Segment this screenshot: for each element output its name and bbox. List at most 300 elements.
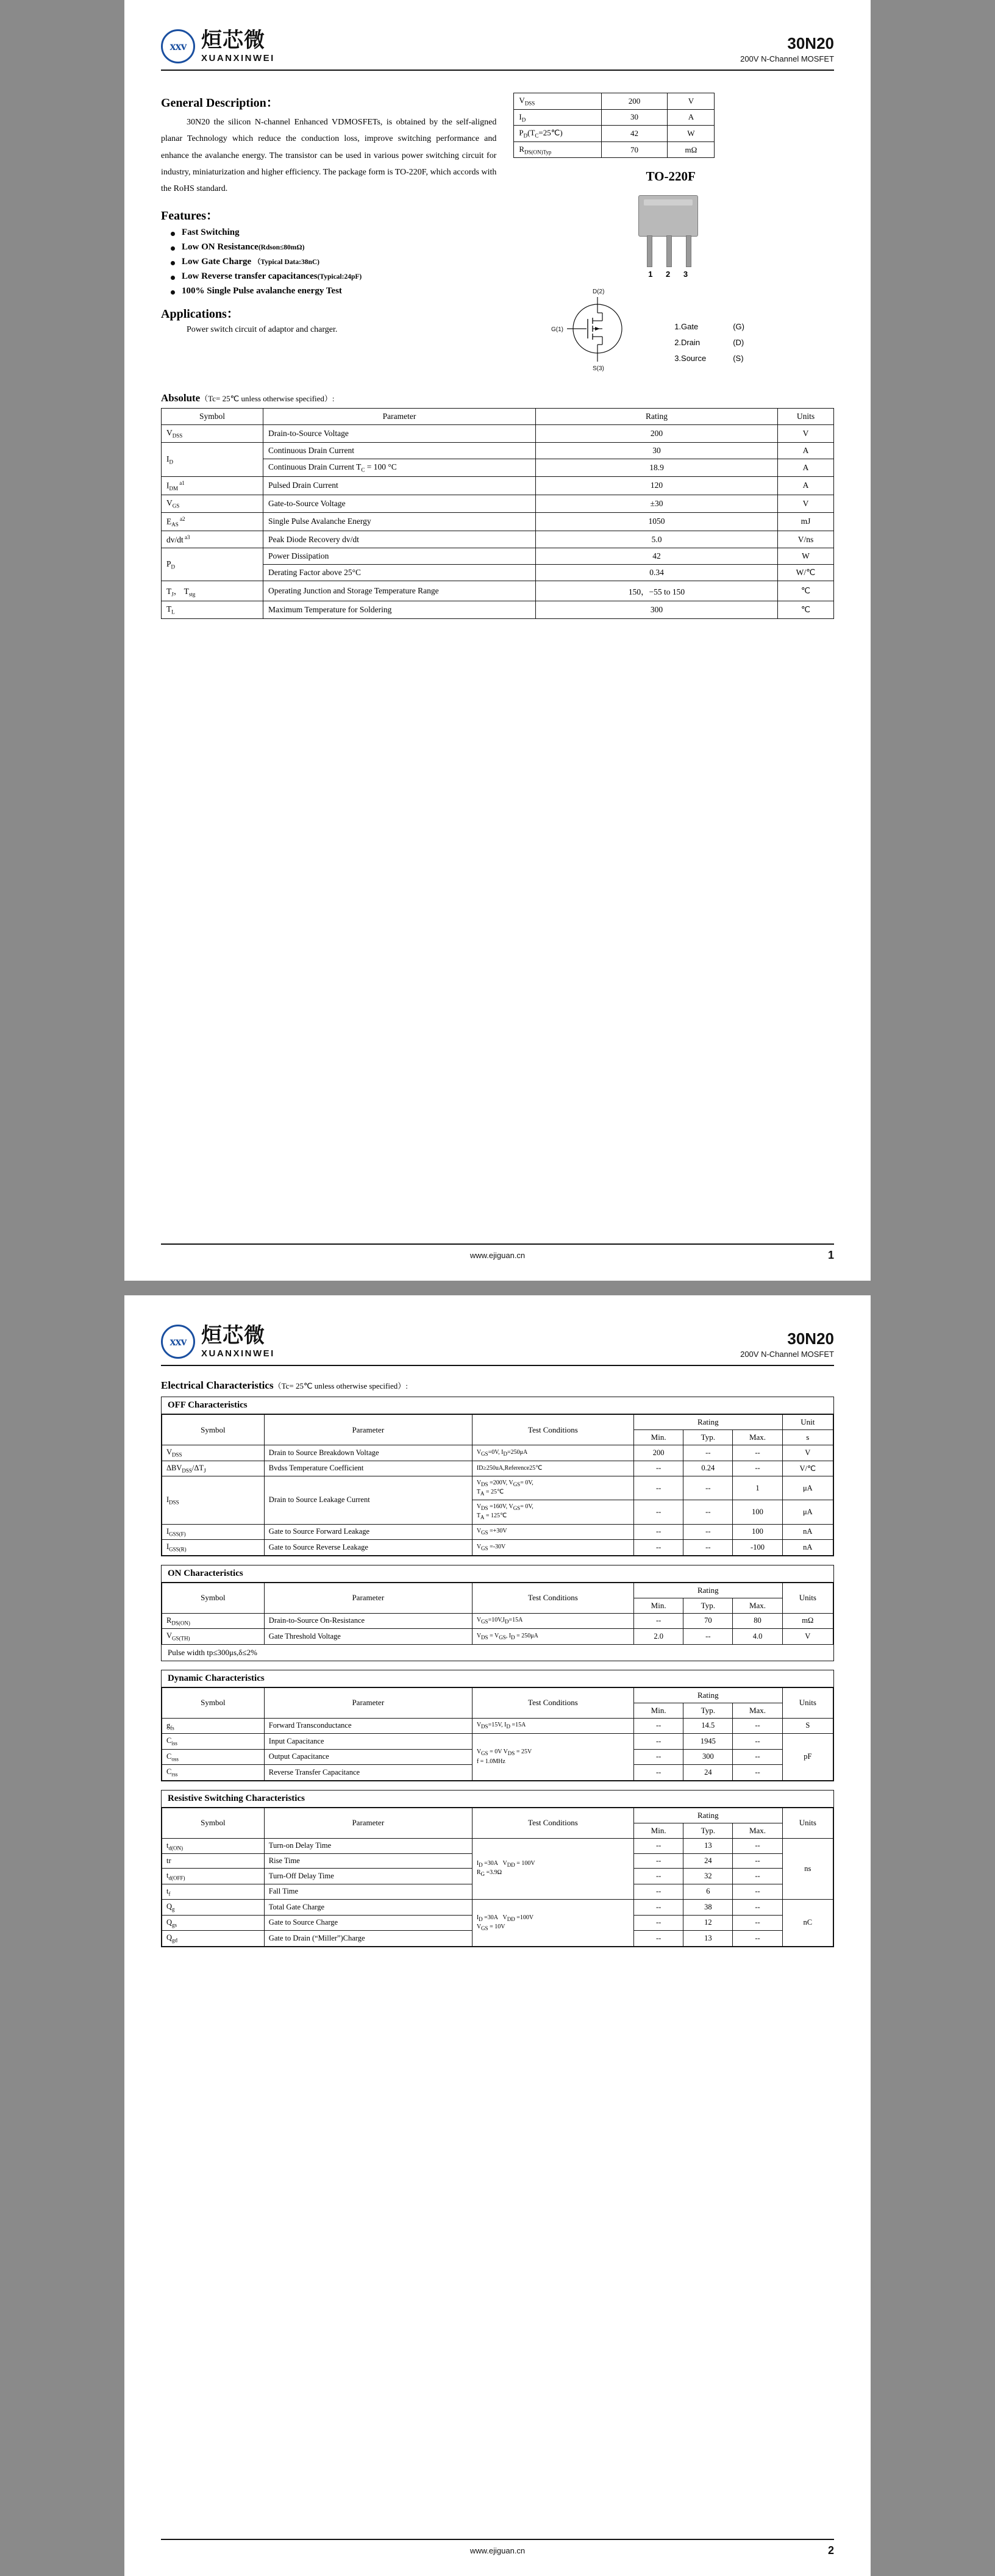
row-rating: 0.34 [536,565,778,581]
row-unit: nA [782,1540,833,1556]
row-symbol: $I_{DM}$ $^{a1}$ [162,476,263,495]
row-units: mJ [778,512,834,531]
list-item: 3.Source (S) [674,354,744,363]
row-min: -- [634,1734,683,1750]
table-row [162,1476,833,1500]
svg-text:S(3): S(3) [593,365,605,373]
row-max: 80 [733,1613,782,1629]
row-unit: ns [782,1838,833,1900]
col-min: Min. [634,1703,683,1718]
table-row [514,93,715,110]
row-max: -- [733,1718,782,1734]
row-min: -- [634,1854,683,1869]
col-units: Units [782,1808,833,1838]
part-number: 30N20 [787,34,834,53]
page-header [124,0,871,66]
row-parameter: Drain-to-Source On-Resistance [264,1613,472,1629]
row-typ: 24 [683,1854,733,1869]
row-unit: V/℃ [782,1461,833,1476]
row-symbol: $P_D$ [162,548,263,581]
col-rating: Rating [634,1808,783,1823]
row-min: -- [634,1765,683,1781]
part-number: 30N20 [787,1329,834,1348]
quick-spec-symbol: $R_{DS(ON)Typ}$ [514,141,601,158]
row-symbol: $t_{d(OFF)}$ [162,1869,265,1884]
row-typ: 32 [683,1869,733,1884]
row-max: -- [733,1915,782,1931]
table-row [162,531,834,548]
row-max: -- [733,1931,782,1947]
row-symbol: $R_{DS(ON)}$ [162,1613,265,1629]
table-header-row [162,1415,833,1430]
col-parameter: Parameter [263,409,536,425]
row-unit: V [782,1629,833,1645]
features-list [161,227,496,296]
row-parameter: Total Gate Charge [264,1900,472,1916]
footer-url[interactable]: www.ejiguan.cn [469,1251,526,1260]
row-parameter: Turn-on Delay Time [264,1838,472,1854]
electrical-characteristics-title: Electrical Characteristics（Tc= 25℃ unless otherwise specified）: [161,1379,408,1391]
quick-spec-unit: W [668,126,715,142]
package-title: TO-220F [646,169,696,184]
col-symbol: Symbol [162,1687,265,1718]
row-typ: 12 [683,1915,733,1931]
table-row [162,1838,833,1854]
row-conditions: $V_{DS} =160V$, $V_{GS}= 0V$, $T_A$ = 125℃ [472,1500,633,1524]
row-parameter: Drain to Source Leakage Current [264,1476,472,1525]
col-max: Max. [733,1430,782,1445]
row-units: ℃ [778,601,834,619]
quick-spec-unit: V [668,93,715,110]
row-conditions: $V_{GS}=0V$, $I_D=250\mu A$ [472,1445,633,1461]
row-symbol: $Q_{gs}$ [162,1915,265,1931]
table-row [162,495,834,512]
row-parameter: Power Dissipation [263,548,536,565]
dynamic-characteristics-table [162,1687,833,1781]
col-units: Units [778,409,834,425]
feature-item: Low Gate Charge （Typical Data:38nC) [182,257,496,267]
row-conditions: $V_{DS} =200V$, $V_{GS}= 0V$, $T_A$ = 25℃ [472,1476,633,1500]
row-parameter: Gate Threshold Voltage [264,1629,472,1645]
logo-mark-text: xxv [169,39,187,53]
brand-name-en: XUANXINWEI [201,52,275,63]
row-conditions: $I_D =30A$ $V_{DD} =100V$ $V_{GS} = 10V$ [472,1900,633,1947]
row-symbol: $I_{GSS(R)}$ [162,1540,265,1556]
col-rating: Rating [536,409,778,425]
row-typ: 6 [683,1884,733,1900]
row-max: -- [733,1869,782,1884]
row-typ: 1945 [683,1734,733,1750]
col-symbol: Symbol [162,1583,265,1613]
row-typ: 38 [683,1900,733,1916]
row-typ: 70 [683,1613,733,1629]
row-symbol: $I_{DSS}$ [162,1476,265,1525]
row-max: -- [733,1838,782,1854]
col-units: Units [782,1583,833,1613]
row-max: -- [733,1884,782,1900]
page-header [124,1295,871,1361]
table-header-row [162,1583,833,1598]
row-units: A [778,476,834,495]
row-units: ℃ [778,581,834,601]
row-symbol: $E_{AS}$ $^{a2}$ [162,512,263,531]
row-parameter: Single Pulse Avalanche Energy [263,512,536,531]
brand-name-cn: 烜芯微 [201,1323,265,1348]
off-characteristics-block [161,1397,834,1556]
footer-url[interactable]: www.ejiguan.cn [469,2546,526,2555]
row-symbol: $I_D$ [162,443,263,477]
table-row [162,512,834,531]
page-2 [124,1295,871,2576]
table-header-row [162,1687,833,1703]
row-typ: 13 [683,1931,733,1947]
row-units: A [778,459,834,477]
row-parameter: Pulsed Drain Current [263,476,536,495]
absolute-table-title: Absolute（Tc= 25℃ unless otherwise specified）: [161,392,335,404]
svg-text:G(1): G(1) [551,326,564,334]
table-header-row [162,409,834,425]
row-typ: -- [683,1445,733,1461]
row-conditions: $V_{DS} = V_{GS}$, $I_D = 250\mu A$ [472,1629,633,1645]
col-symbol: Symbol [162,1415,265,1445]
row-symbol: $V_{GS}$ [162,495,263,512]
feature-item: Fast Switching [182,227,496,238]
row-unit: nC [782,1900,833,1947]
table-row [162,1524,833,1540]
col-symbol: Symbol [162,1808,265,1838]
general-description-text: 30N20 the silicon N-channel Enhanced VDMOSFETs, is obtained by the self-aligned planar Technology which reduce the conduction loss, improve switching performance and enhance the avalanche energy. The transistor can be used in various power switching circuit for industry, miniaturization and higher efficiency. The package form is TO-220F, which accords with the RoHS standard. [161,118,497,194]
quick-spec-value: 42 [601,126,668,142]
package-pin-numbers: 1 2 3 [648,270,694,279]
absolute-maximum-ratings-table [161,408,834,618]
row-rating: 30 [536,443,778,459]
to220f-icon [625,195,716,268]
applications-text: Power switch circuit of adaptor and charger. [187,325,338,335]
row-min: -- [634,1838,683,1854]
row-symbol: $C_{rss}$ [162,1765,265,1781]
row-min: -- [634,1500,683,1524]
table-header-row [162,1808,833,1823]
row-unit: S [782,1718,833,1734]
row-min: 2.0 [634,1629,683,1645]
table-row [162,425,834,443]
row-symbol: $C_{oss}$ [162,1749,265,1765]
row-parameter: Operating Junction and Storage Temperature Range [263,581,536,601]
row-unit: nA [782,1524,833,1540]
col-rating: Rating [634,1687,783,1703]
col-parameter: Parameter [264,1583,472,1613]
row-typ: -- [683,1476,733,1500]
row-unit: V [782,1445,833,1461]
row-max: -- [733,1854,782,1869]
symbol-schematic-row [507,285,834,376]
row-symbol: $Q_g$ [162,1900,265,1916]
row-max: -- [733,1461,782,1476]
col-min: Min. [634,1823,683,1838]
col-min: Min. [634,1598,683,1613]
col-parameter: Parameter [264,1687,472,1718]
row-parameter: Forward Transconductance [264,1718,472,1734]
row-parameter: Derating Factor above 25°C [263,565,536,581]
row-symbol: dv/dt $^{a3}$ [162,531,263,548]
row-rating: 120 [536,476,778,495]
dynamic-characteristics-title: Dynamic Characteristics [162,1670,833,1687]
row-parameter: Gate to Drain (“Miller”)Charge [264,1931,472,1947]
row-min: -- [634,1613,683,1629]
row-parameter: Gate to Source Reverse Leakage [264,1540,472,1556]
row-parameter: Output Capacitance [264,1749,472,1765]
resistive-switching-table [162,1808,833,1947]
row-parameter: Drain to Source Breakdown Voltage [264,1445,472,1461]
page-1 [124,0,871,1281]
row-parameter: Turn-Off Delay Time [264,1869,472,1884]
row-typ: 300 [683,1749,733,1765]
table-row [162,1734,833,1750]
row-units: A [778,443,834,459]
row-conditions: $V_{DS}=15V$, $I_D =15A$ [472,1718,633,1734]
table-row [162,1461,833,1476]
table-row [162,443,834,459]
row-symbol: $C_{iss}$ [162,1734,265,1750]
page-footer [124,2540,871,2555]
table-row [162,1900,833,1916]
row-symbol: $\Delta BV_{DSS}/\Delta T_J$ [162,1461,265,1476]
row-parameter: Fall Time [264,1884,472,1900]
row-symbol: $t_{d(ON)}$ [162,1838,265,1854]
row-min: -- [634,1461,683,1476]
list-item: 2.Drain (D) [674,338,744,348]
on-characteristics-block [161,1565,834,1661]
row-min: -- [634,1869,683,1884]
row-max: -- [733,1765,782,1781]
page-footer [124,1245,871,1260]
on-characteristics-title: ON Characteristics [162,1565,833,1583]
row-parameter: Gate to Source Charge [264,1915,472,1931]
row-parameter: Peak Diode Recovery dv/dt [263,531,536,548]
row-parameter: Bvdss Temperature Coefficient [264,1461,472,1476]
table-row [162,1613,833,1629]
logo-mark-icon [161,29,195,63]
row-typ: 14.5 [683,1718,733,1734]
col-symbol: Symbol [162,409,263,425]
page1-body [124,71,871,376]
col-parameter: Parameter [264,1415,472,1445]
col-rating: Rating [634,1415,783,1430]
features-title: Features： [161,209,219,223]
table-row [162,1540,833,1556]
brand-name-cn: 烜芯微 [201,27,265,52]
row-unit: mΩ [782,1613,833,1629]
table-row [162,601,834,619]
dynamic-characteristics-block [161,1670,834,1781]
col-test-conditions: Test Conditions [472,1808,633,1838]
row-typ: -- [683,1629,733,1645]
row-min: -- [634,1900,683,1916]
quick-spec-symbol: $V_{DSS}$ [514,93,601,110]
quick-spec-unit: A [668,109,715,126]
row-unit: pF [782,1734,833,1781]
list-item: 1.Gate (G) [674,322,744,332]
table-row [162,1718,833,1734]
row-rating: 200 [536,425,778,443]
brand-logo [161,29,275,63]
row-max: 100 [733,1524,782,1540]
col-units: Units [782,1687,833,1718]
row-typ: 13 [683,1838,733,1854]
row-typ: -- [683,1524,733,1540]
page-number: 2 [827,2544,834,2556]
row-max: 1 [733,1476,782,1500]
row-symbol: tr [162,1854,265,1869]
part-subtitle: 200V N-Channel MOSFET [740,54,834,63]
resistive-switching-block [161,1790,834,1947]
feature-item: Low Reverse transfer capacitances(Typical:24pF) [182,271,496,282]
brand-logo [161,1325,275,1359]
row-min: -- [634,1884,683,1900]
col-test-conditions: Test Conditions [472,1583,633,1613]
row-parameter: Drain-to-Source Voltage [263,425,536,443]
resistive-switching-title: Resistive Switching Characteristics [162,1791,833,1808]
table-row [162,581,834,601]
col-unit-2: s [782,1430,833,1445]
table-row [162,1445,833,1461]
row-symbol: $Q_{gd}$ [162,1931,265,1947]
row-typ: -- [683,1540,733,1556]
row-max: 100 [733,1500,782,1524]
row-parameter: Input Capacitance [264,1734,472,1750]
on-characteristics-table [162,1583,833,1645]
row-max: -- [733,1734,782,1750]
row-min: -- [634,1476,683,1500]
quick-spec-symbol: $I_D$ [514,109,601,126]
row-symbol: $I_{GSS(F)}$ [162,1524,265,1540]
page-number: 1 [827,1249,834,1261]
row-conditions: $V_{GS} = 0V$ $V_{DS} = 25V$ f = 1.0MHz [472,1734,633,1781]
table-row [514,141,715,158]
svg-text:D(2): D(2) [593,288,605,296]
row-parameter: Continuous Drain Current $T_C = 100$ °C [263,459,536,477]
row-min: -- [634,1915,683,1931]
row-units: W/℃ [778,565,834,581]
row-max: -- [733,1445,782,1461]
col-typ: Typ. [683,1598,733,1613]
applications-title: Applications： [161,307,239,321]
col-parameter: Parameter [264,1808,472,1838]
row-units: V [778,425,834,443]
logo-mark-icon [161,1325,195,1359]
row-unit: μA [782,1500,833,1524]
row-max: 4.0 [733,1629,782,1645]
table-row [514,109,715,126]
row-conditions: $V_{GS}=10V,I_D=15A$ [472,1613,633,1629]
off-characteristics-title: OFF Characteristics [162,1397,833,1414]
part-subtitle: 200V N-Channel MOSFET [740,1350,834,1359]
off-characteristics-table [162,1414,833,1556]
col-test-conditions: Test Conditions [472,1415,633,1445]
logo-mark-text: xxv [169,1334,187,1348]
row-symbol: $V_{DSS}$ [162,425,263,443]
row-units: W [778,548,834,565]
table-row [162,1629,833,1645]
row-rating: 18.9 [536,459,778,477]
row-symbol: $T_J$， $T_{stg}$ [162,581,263,601]
row-max: -- [733,1900,782,1916]
row-symbol: $g_{fs}$ [162,1718,265,1734]
row-typ: -- [683,1500,733,1524]
col-typ: Typ. [683,1430,733,1445]
table-row [162,548,834,565]
row-rating: 42 [536,548,778,565]
quick-spec-unit: mΩ [668,141,715,158]
pulse-width-note: Pulse width tp≤300μs,δ≤2% [168,1647,257,1657]
row-rating: ±30 [536,495,778,512]
quick-spec-value: 70 [601,141,668,158]
row-min: -- [634,1540,683,1556]
col-max: Max. [733,1823,782,1838]
row-units: V [778,495,834,512]
row-min: -- [634,1749,683,1765]
quick-spec-value: 200 [601,93,668,110]
col-max: Max. [733,1703,782,1718]
quick-spec-value: 30 [601,109,668,126]
row-conditions: ID≥250uA,Reference25℃ [472,1461,633,1476]
col-unit: Unit [782,1415,833,1430]
col-max: Max. [733,1598,782,1613]
col-typ: Typ. [683,1703,733,1718]
row-conditions: $I_D =30A$ $V_{DD} = 100V$ $R_G =3.9\Omega$ [472,1838,633,1900]
table-row [162,476,834,495]
row-min: -- [634,1931,683,1947]
col-typ: Typ. [683,1823,733,1838]
mosfet-symbol-icon [550,285,654,376]
row-rating: 5.0 [536,531,778,548]
row-conditions: $V_{GS} =+30V$ [472,1524,633,1540]
row-max: -- [733,1749,782,1765]
row-parameter: Maximum Temperature for Soldering [263,601,536,619]
row-typ: 24 [683,1765,733,1781]
row-min: -- [634,1718,683,1734]
table-row [514,126,715,142]
row-unit: μA [782,1476,833,1500]
quick-spec-table [513,93,715,158]
row-symbol: $t_f$ [162,1884,265,1900]
row-min: 200 [634,1445,683,1461]
general-description-title: General Description： [161,96,279,110]
package-drawing [507,195,834,279]
row-parameter: Continuous Drain Current [263,443,536,459]
row-symbol: $T_L$ [162,601,263,619]
row-parameter: Rise Time [264,1854,472,1869]
header-divider [161,1365,834,1366]
row-min: -- [634,1524,683,1540]
row-rating: 150，−55 to 150 [536,581,778,601]
row-conditions: $V_{GS} =-30V$ [472,1540,633,1556]
feature-item: Low ON Resistance(Rdson≤80mΩ) [182,242,496,252]
row-symbol: $V_{GS(TH)}$ [162,1629,265,1645]
row-rating: 1050 [536,512,778,531]
row-parameter: Reverse Transfer Capacitance [264,1765,472,1781]
row-typ: 0.24 [683,1461,733,1476]
quick-spec-symbol: $P_D(T_C=25℃)$ [514,126,601,142]
row-rating: 300 [536,601,778,619]
col-test-conditions: Test Conditions [472,1687,633,1718]
row-symbol: $V_{DSS}$ [162,1445,265,1461]
row-units: V/ns [778,531,834,548]
row-max: -100 [733,1540,782,1556]
brand-name-en: XUANXINWEI [201,1348,275,1359]
pin-description-list [674,319,791,367]
row-parameter: Gate-to-Source Voltage [263,495,536,512]
